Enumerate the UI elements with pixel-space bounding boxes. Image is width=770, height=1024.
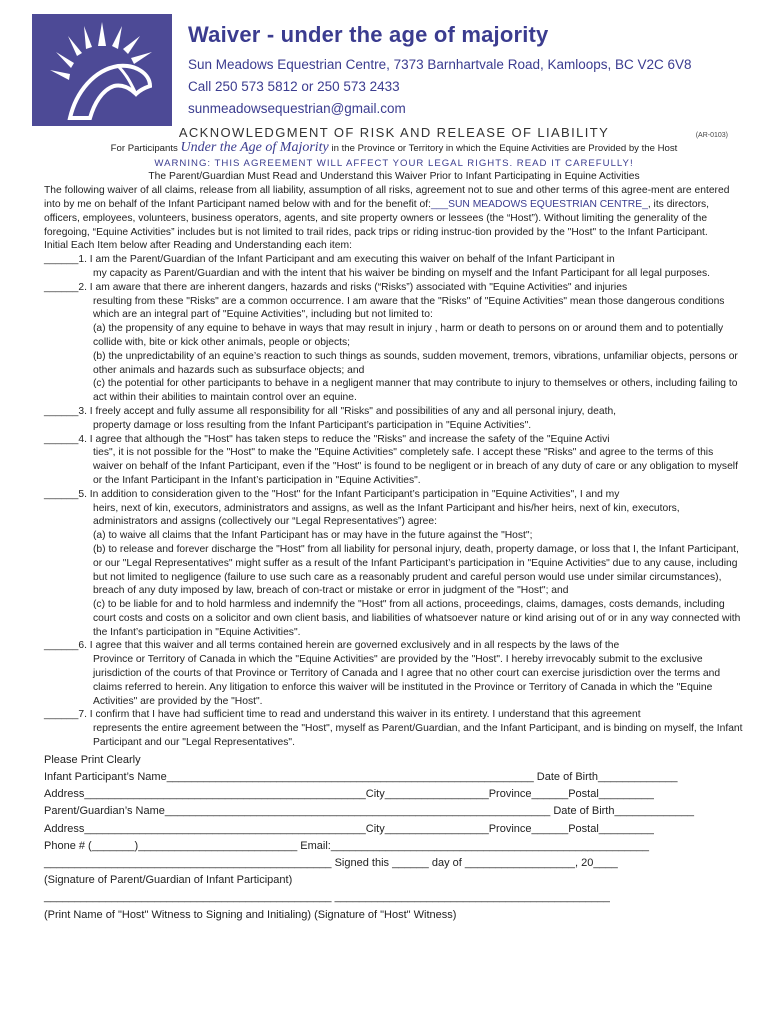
participant-form xyxy=(44,752,744,924)
item-rest: ties", it is not possible for the "Host" to make the "Equine Activities" completely safe. I accept these "Risks" and agree to the terms of this waiver on behalf of the Infant Participant, even if the "Host" is found to be negligent or in breach of any duty of care or any obligation to myself or the Infant Participant in the Infant’s participation in "Equine Activities". xyxy=(93,447,738,486)
item-sub: (c) to be liable for and to hold harmless and indemnify the "Host" from all actions, proceedings, claims, damages, costs demands, including court costs and costs on a solicitor and own client basis, and liabilities of whatsoever nature or kind arising out of or in any way connected with the Infant’s participation in "Equine Activities". xyxy=(93,599,741,638)
item-sub: (c) the potential for other participants to behave in a negligent manner that may contribute to injury to themselves or others, including failing to act within their abilities to maintain control over an equine. xyxy=(93,378,738,404)
horse-head-sunburst-icon xyxy=(32,14,172,126)
intro-b: , its directors, officers, employees, volunteers, business operators, agents, and site property owners or lessees (the “Host”). Without limiting the generality of the foregoing, “Equine Activities” includes but is not limited to trail rides, pack trips or riding instruc-tion provided by the "Host" to the Infant Participant. xyxy=(44,198,710,238)
page-title: Waiver - under the age of majority xyxy=(188,22,549,47)
item-rest: property damage or loss resulting from the Infant Participant’s participation in "Equine Activities". xyxy=(93,419,532,431)
item-lead: ______4. I agree that although the "Host" has taken steps to reduce the "Risks" and increase the safety of the "Equine Activi xyxy=(44,433,610,445)
item-lead: ______6. I agree that this waiver and all terms contained herein are governed exclusively and in all respects by the laws of the xyxy=(44,640,620,652)
phone-email-field[interactable]: Phone # (_______)__________________________ Email:____________________________________________________ xyxy=(44,839,649,852)
item-lead: ______3. I freely accept and fully assume all responsibility for all "Risks" and possibilities of any and all personal injury, death, xyxy=(44,405,617,417)
guardian-name-field[interactable]: Parent/Guardian’s Name_______________________________________________________________ Date of Birth_____________ xyxy=(44,805,694,818)
infant-name-field[interactable]: Infant Participant’s Name____________________________________________________________ Date of Birth_____________ xyxy=(44,771,678,784)
participants-age: Under the Age of Majority xyxy=(180,139,329,155)
signature-line[interactable]: _______________________________________________ Signed this ______ day of __________________, 20____ xyxy=(44,857,618,870)
logo xyxy=(32,14,172,126)
item-rest: resulting from these "Risks" are a common occurrence. I am aware that the "Risks" of "Equine Activities" mean those dangerous conditions which are an integral part of "Equine Activities", including but not limited to: xyxy=(93,295,725,321)
witness-label: (Print Name of "Host" Witness to Signing and Initialing) (Signature of "Host" Witness) xyxy=(44,908,457,921)
header-phone: Call 250 573 5812 or 250 573 2433 xyxy=(188,79,400,94)
guardian-address-field[interactable]: Address______________________________________________City_________________Province______Postal_________ xyxy=(44,822,654,835)
participants-post: in the Province or Territory in which the Equine Activities are Provided by the Host xyxy=(331,142,678,154)
participants-line xyxy=(44,141,744,156)
waiver-item xyxy=(44,405,744,433)
waiver-item xyxy=(44,708,744,749)
waiver-item xyxy=(44,639,744,708)
item-sub: (b) the unpredictability of an equine’s reaction to such things as sounds, sudden movement, tremors, vibrations, unfamiliar objects, persons or other animals and hazards such as subsurface objects; and xyxy=(93,350,738,376)
waiver-document xyxy=(44,126,744,924)
intro-a: The following waiver of all claims, release from all liability, assumption of all risks, agreement not to sue and other terms of this agree-ment are entered into by me on behalf of the Infant Participant named below with and for the benefit of: xyxy=(44,185,730,210)
item-lead: ______7. I confirm that I have had sufficient time to read and understand this waiver in its entirety. I understand that this agreement xyxy=(44,709,641,721)
waiver-item xyxy=(44,253,744,281)
waiver-item xyxy=(44,433,744,488)
infant-address-field[interactable]: Address______________________________________________City_________________Province______Postal_________ xyxy=(44,788,654,801)
must-read-text: The Parent/Guardian Must Read and Understand this Waiver Prior to Infant Participating in Equine Activities xyxy=(148,171,640,183)
intro-paragraph xyxy=(44,184,744,239)
warning-text: WARNING: THIS AGREEMENT WILL AFFECT YOUR LEGAL RIGHTS. READ IT CAREFULLY! xyxy=(154,157,634,169)
print-clearly: Please Print Clearly xyxy=(44,753,141,766)
initial-each: Initial Each Item below after Reading and Understanding each item: xyxy=(44,240,352,252)
host-name: ___SUN MEADOWS EQUESTRIAN CENTRE_ xyxy=(430,198,648,210)
header-address: Sun Meadows Equestrian Centre, 7373 Barnhartvale Road, Kamloops, BC V2C 6V8 xyxy=(188,57,692,72)
item-lead: ______1. I am the Parent/Guardian of the Infant Participant and am executing this waiver on behalf of the Infant Participant in xyxy=(44,254,615,266)
ack-heading xyxy=(44,126,744,140)
ack-title: ACKNOWLEDGMENT OF RISK AND RELEASE OF LIABILITY xyxy=(178,125,610,140)
item-sub: (a) to waive all claims that the Infant Participant has or may have in the future against the "Host"; xyxy=(93,530,533,542)
item-sub: (b) to release and forever discharge the "Host" from all liability for personal injury, death, property damage, or loss that I, the Infant Participant, or our "Legal Representatives" might suffer as a result of the Infant Participant’s participation in "Equine Activities" due to any cause, including but not limited to negligence (failure to use such care as a reasonably prudent and careful person would use under similar circumstances), breach of any duty imposed by law, breach of con-tract or mistake or error in judgment of the "Host"; and xyxy=(93,543,739,597)
participants-pre: For Participants xyxy=(110,142,178,154)
witness-lines[interactable]: _______________________________________________ _____________________________________________ xyxy=(44,891,610,904)
item-lead: ______5. In addition to consideration given to the "Host" for the Infant Participant’s participation in "Equine Activities", I and my xyxy=(44,488,620,500)
signature-label: (Signature of Parent/Guardian of Infant Participant) xyxy=(44,874,293,887)
form-code: (AR-0103) xyxy=(695,132,728,139)
header-email[interactable]: sunmeadowsequestrian@gmail.com xyxy=(188,101,406,116)
header xyxy=(188,22,692,116)
item-rest: my capacity as Parent/Guardian and with the intent that his waiver be binding on myself and the Infant Participant for all legal purposes. xyxy=(93,267,711,279)
item-sub: (a) the propensity of any equine to behave in ways that may result in injury , harm or death to persons on or around them and to potentially collide with, bite or kick other animals, people or objects; xyxy=(93,323,724,348)
waiver-item xyxy=(44,488,744,640)
item-rest: represents the entire agreement between the "Host", myself as Parent/Guardian, and the Infant Participant, and is binding on myself, the Infant Participant and our "Legal Representatives". xyxy=(93,723,743,749)
item-lead: ______2. I am aware that there are inherent dangers, hazards and risks (“Risks”) associated with "Equine Activities" and injuries xyxy=(44,281,628,293)
item-rest: heirs, next of kin, executors, administrators and assigns, as well as the Infant Participant and his/her heirs, next of kin, executors, administrators and assigns (collectively our “Legal Representatives”) agree: xyxy=(93,502,680,528)
waiver-item xyxy=(44,281,744,405)
item-rest: Province or Territory of Canada in which the "Equine Activities" are provided by the "Host". I hereby irrevocably submit to the exclusive jurisdiction of the courts of that Province or Territory of Canada and I agree that no other court can exercise jurisdiction over the terms and claims referred to herein. Any litigation to enforce this waiver will be instituted in the Province or Territory of Canada in which the "Equine Activities" are provided by the "Host". xyxy=(93,654,721,707)
